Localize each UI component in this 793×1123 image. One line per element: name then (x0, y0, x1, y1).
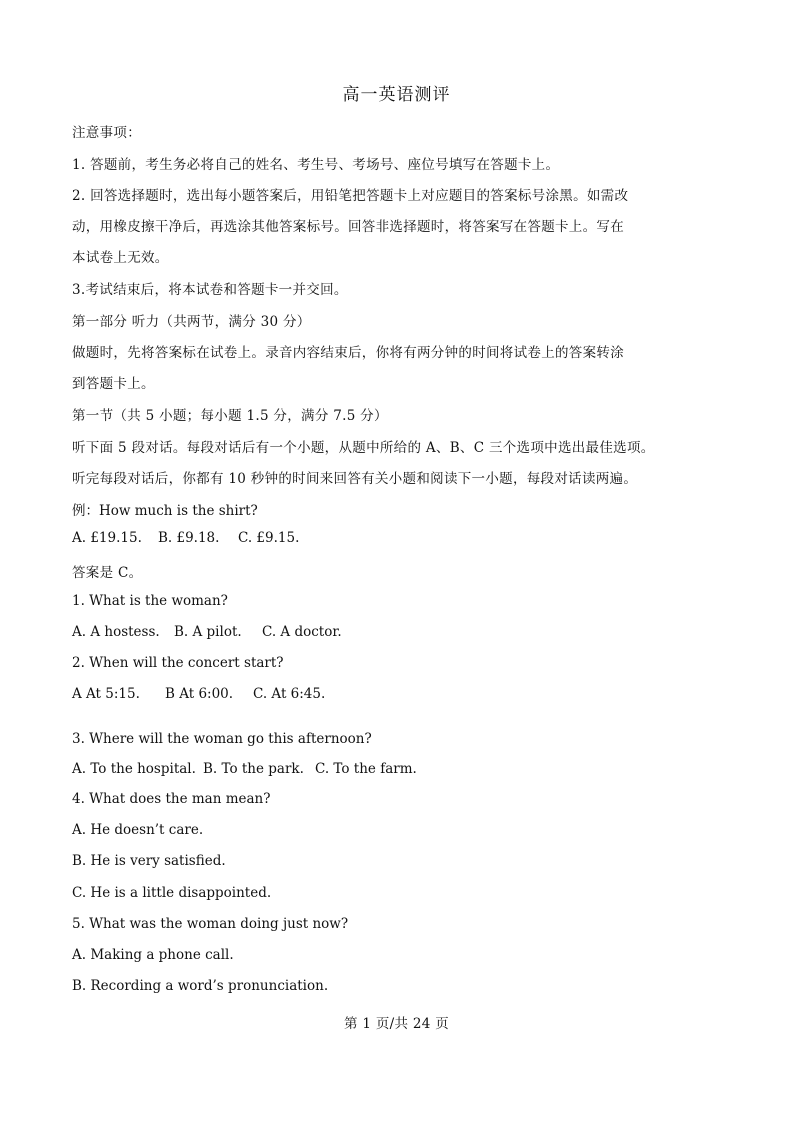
section1-instruction-line-1: 听下面 5 段对话。每段对话后有一个小题，从题中所给的 A、B、C 三个选项中选出最佳选项。 (72, 440, 655, 456)
notice-item-2-line-1: 2. 回答选择题时，选出每小题答案后，用铅笔把答题卡上对应题目的答案标号涂黑。如需改 (72, 188, 629, 204)
question-2-option-b: B At 6:00. (165, 686, 234, 702)
question-1-options (72, 624, 342, 640)
notice-item-2-line-3: 本试卷上无效。 (72, 250, 169, 266)
question-2-option-c: C. At 6:45. (253, 686, 326, 702)
question-4-option-c: C. He is a little disappointed. (72, 885, 272, 901)
question-5-option-a: A. Making a phone call. (72, 947, 234, 963)
example-answer: 答案是 C。 (72, 565, 143, 581)
question-3: 3. Where will the woman go this afternoon? (72, 731, 372, 747)
question-2: 2. When will the concert start? (72, 655, 284, 671)
example-option-a: A. £19.15. (72, 530, 142, 546)
notice-item-2-line-2: 动，用橡皮擦干净后，再选涂其他答案标号。回答非选择题时，将答案写在答题卡上。写在 (72, 219, 624, 235)
page-number-footer: 第 1 页/共 24 页 (343, 1016, 450, 1032)
example-options (72, 530, 299, 546)
notice-item-1: 1. 答题前，考生务必将自己的姓名、考生号、考场号、座位号填写在答题卡上。 (72, 157, 560, 173)
question-3-options (72, 761, 417, 777)
page-title: 高一英语测评 (342, 85, 451, 105)
example-option-b: B. £9.18. (158, 530, 220, 546)
question-4-option-a: A. He doesn’t care. (72, 822, 204, 838)
question-2-options (72, 686, 325, 702)
question-5-option-b: B. Recording a word’s pronunciation. (72, 978, 329, 994)
question-1-option-c: C. A doctor. (262, 624, 342, 640)
question-2-option-a: A At 5:15. (72, 686, 140, 702)
question-1: 1. What is the woman? (72, 593, 228, 609)
notice-item-3: 3.考试结束后，将本试卷和答题卡一并交回。 (72, 282, 348, 298)
part1-heading: 第一部分 听力（共两节，满分 30 分） (72, 314, 311, 330)
question-4-option-b: B. He is very satisfied. (72, 853, 226, 869)
section1-instruction-line-2: 听完每段对话后，你都有 10 秒钟的时间来回答有关小题和阅读下一小题，每段对话读两遍。 (72, 471, 638, 487)
question-1-option-a: A. A hostess. (72, 624, 160, 640)
notice-heading: 注意事项： (72, 125, 141, 141)
part1-instruction-line-2: 到答题卡上。 (72, 376, 155, 392)
example-option-c: C. £9.15. (238, 530, 300, 546)
question-3-option-c: C. To the farm. (315, 761, 417, 777)
question-4: 4. What does the man mean? (72, 791, 271, 807)
question-1-option-b: B. A pilot. (174, 624, 242, 640)
question-3-option-b: B. To the park. (203, 761, 304, 777)
question-3-option-a: A. To the hospital. (72, 761, 196, 777)
section1-heading: 第一节（共 5 小题；每小题 1.5 分，满分 7.5 分） (72, 408, 388, 424)
part1-instruction-line-1: 做题时，先将答案标在试卷上。录音内容结束后，你将有两分钟的时间将试卷上的答案转涂 (72, 345, 624, 361)
question-5: 5. What was the woman doing just now? (72, 916, 349, 932)
example-question: 例：How much is the shirt? (72, 503, 258, 519)
